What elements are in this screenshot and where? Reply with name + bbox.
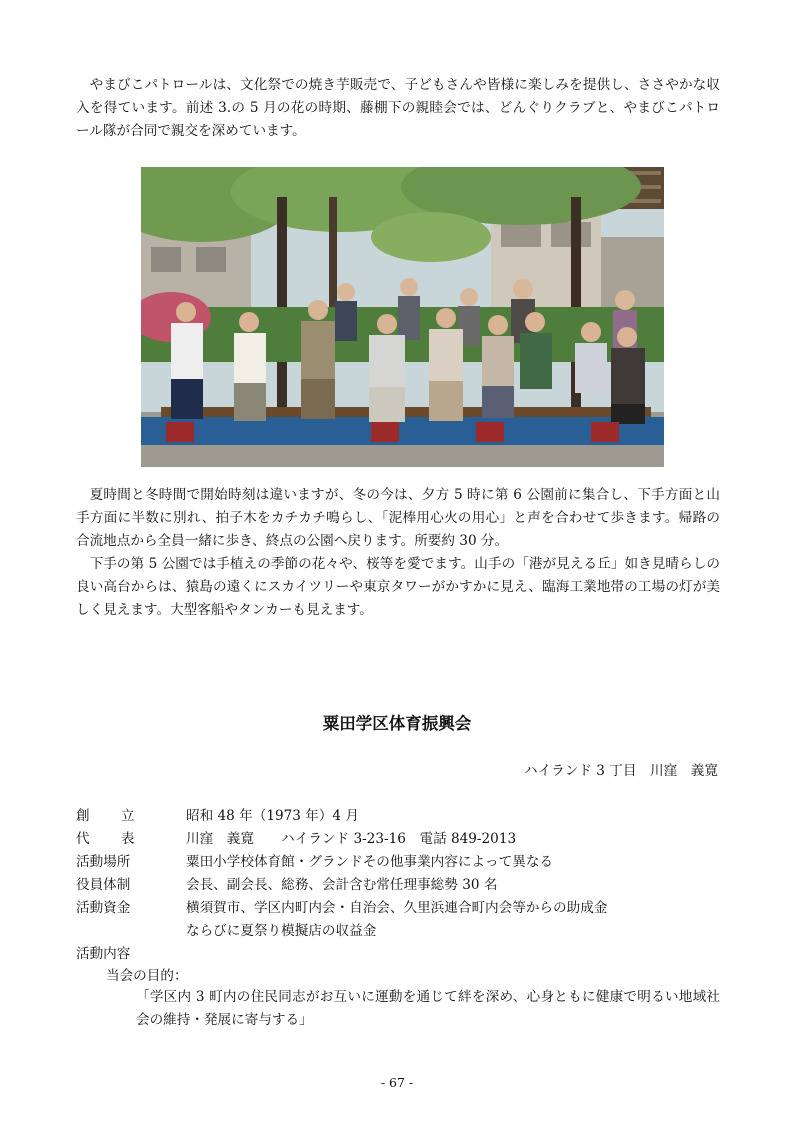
- info-table: [76, 805, 726, 966]
- intro-text-block: [76, 74, 720, 143]
- section-title: 粟田学区体育振興会: [322, 714, 472, 733]
- info-value: ならびに夏祭り模擬店の収益金: [186, 923, 377, 939]
- info-value: 昭和 48 年（1973 年）4 月: [186, 808, 359, 824]
- info-value: [186, 943, 726, 966]
- info-label: 創立: [76, 808, 166, 824]
- info-row-funding-cont: [76, 920, 726, 943]
- info-row-representative: [76, 828, 726, 851]
- group-photo-illustration: [141, 167, 664, 467]
- info-label: 活動場所: [76, 854, 131, 870]
- info-row-location: [76, 851, 726, 874]
- info-row-activities: [76, 943, 726, 966]
- info-row-funding: [76, 897, 726, 920]
- info-value: 会長、副会長、総務、会計含む常任理事総勢 30 名: [186, 877, 498, 893]
- body-paragraph-2: 下手の第 5 公園では手植えの季節の花々や、桜等を愛でます。山手の「港が見える丘」如き見晴らしの良い高台からは、猿島の遠くにスカイツリーや東京タワーがかすかに見え、臨海工業地帯の工場の灯が美しく見えます。大型客船やタンカーも見えます。: [76, 556, 720, 618]
- group-photo: [141, 167, 664, 467]
- info-label: [76, 920, 186, 943]
- info-value: 川窪 義寛 ハイランド 3-23-16 電話 849-2013: [186, 831, 517, 847]
- info-label: 役員体制: [76, 877, 131, 893]
- goal-label: 当会の目的：: [106, 968, 188, 984]
- section-author: ハイランド 3 丁目 川窪 義寛: [523, 763, 718, 779]
- info-label: 代表: [76, 831, 166, 847]
- info-label: 活動内容: [76, 946, 131, 962]
- intro-paragraph: やまびこパトロールは、文化祭での焼き芋販売で、子どもさんや皆様に楽しみを提供し、ささやかな収入を得ています。前述 3.の 5 月の花の時期、藤棚下の親睦会では、どんぐりクラブと、やまびこパトロール隊が合同で親交を深めています。: [76, 77, 720, 139]
- info-row-founded: [76, 805, 726, 828]
- info-value: 横須賀市、学区内町内会・自治会、久里浜連合町内会等からの助成金: [186, 900, 608, 916]
- info-label: 活動資金: [76, 900, 131, 916]
- body-text-block: [76, 484, 720, 622]
- goal-text: 「学区内 3 町内の住民同志がお互いに運動を通じて絆を深め、心身ともに健康で明るい地域社会の維持・発展に寄与する」: [136, 989, 720, 1028]
- info-row-officers: [76, 874, 726, 897]
- info-value: 粟田小学校体育館・グランドその他事業内容によって異なる: [186, 854, 554, 870]
- page-number: - 67 -: [380, 1075, 414, 1090]
- body-paragraph-1: 夏時間と冬時間で開始時刻は違いますが、冬の今は、夕方 5 時に第 6 公園前に集合し、下手方面と山手方面に半数に別れ、拍子木をカチカチ鳴らし、「泥棒用心火の用心」と声を合わせて歩きます。帰路の合流地点から全員一緒に歩き、終点の公園へ戻ります。所要約 30 分。: [76, 487, 720, 549]
